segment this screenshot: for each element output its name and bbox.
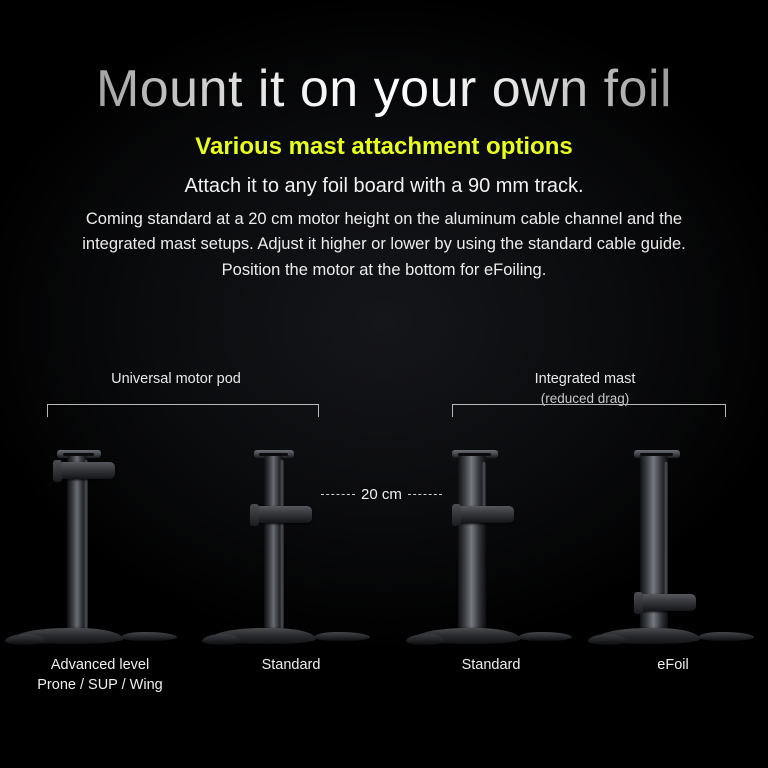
- motor-pod-icon: [57, 462, 115, 479]
- figure-caption-advanced: [5, 656, 195, 695]
- front-wing-tip-icon: [5, 634, 45, 645]
- front-wing-tip-icon: [202, 634, 240, 645]
- figure-caption-standard-integrated: [396, 656, 586, 676]
- integrated-cable-guide-icon: [664, 462, 668, 602]
- caption-advanced-sub: Prone / SUP / Wing: [37, 676, 163, 693]
- bracket-integrated-mast: [452, 404, 726, 417]
- figure-standard-integrated: [396, 448, 586, 768]
- caption-efoil-main: eFoil: [657, 657, 689, 673]
- group-label-integrated-text: Integrated mast: [534, 371, 636, 387]
- fuselage-tail-icon: [121, 632, 177, 641]
- propeller-icon: [53, 460, 62, 482]
- group-label-integrated-mast: [495, 370, 675, 408]
- motor-pod-icon: [456, 506, 514, 523]
- group-label-universal-motor-pod: [86, 370, 266, 390]
- propeller-icon: [452, 504, 461, 526]
- front-wing-tip-icon: [406, 634, 444, 645]
- group-label-integrated-sub: (reduced drag): [540, 390, 630, 406]
- figure-efoil: [578, 448, 768, 768]
- measurement-dash-left: [321, 494, 355, 495]
- motor-pod-icon: [638, 594, 696, 611]
- page-title: Mount it on your own foil: [0, 62, 768, 117]
- body-paragraph: [34, 207, 734, 284]
- figure-caption-efoil: [578, 656, 768, 676]
- front-wing-tip-icon: [588, 634, 626, 645]
- body-line-3: Position the motor at the bottom for eFoiling.: [221, 260, 547, 279]
- cable-channel-icon: [280, 460, 284, 632]
- figure-caption-standard-universal: [196, 656, 386, 676]
- cable-channel-icon: [84, 460, 88, 632]
- fuselage-tail-icon: [314, 632, 370, 641]
- lead-text: Attach it to any foil board with a 90 mm track.: [184, 174, 584, 197]
- motor-pod-icon: [254, 506, 312, 523]
- caption-standard-integrated-main: Standard: [461, 657, 521, 673]
- group-label-universal-text: Universal motor pod: [111, 371, 241, 387]
- propeller-icon: [634, 592, 643, 614]
- bracket-universal-motor-pod: [47, 404, 319, 417]
- body-line-2: integrated mast setups. Adjust it higher or lower by using the standard cable guide.: [82, 235, 686, 254]
- caption-standard-universal-main: Standard: [261, 657, 321, 673]
- page-subtitle: Various mast attachment options: [195, 132, 573, 160]
- measurement-label: 20 cm: [361, 486, 402, 503]
- fuselage-tail-icon: [518, 632, 572, 641]
- caption-advanced-main: Advanced level: [50, 657, 150, 673]
- header-block: [0, 0, 768, 283]
- fuselage-tail-icon: [698, 632, 754, 641]
- body-line-1: Coming standard at a 20 cm motor height on the aluminum cable channel and the: [85, 209, 683, 228]
- propeller-icon: [250, 504, 259, 526]
- figure-advanced-level: [5, 448, 195, 768]
